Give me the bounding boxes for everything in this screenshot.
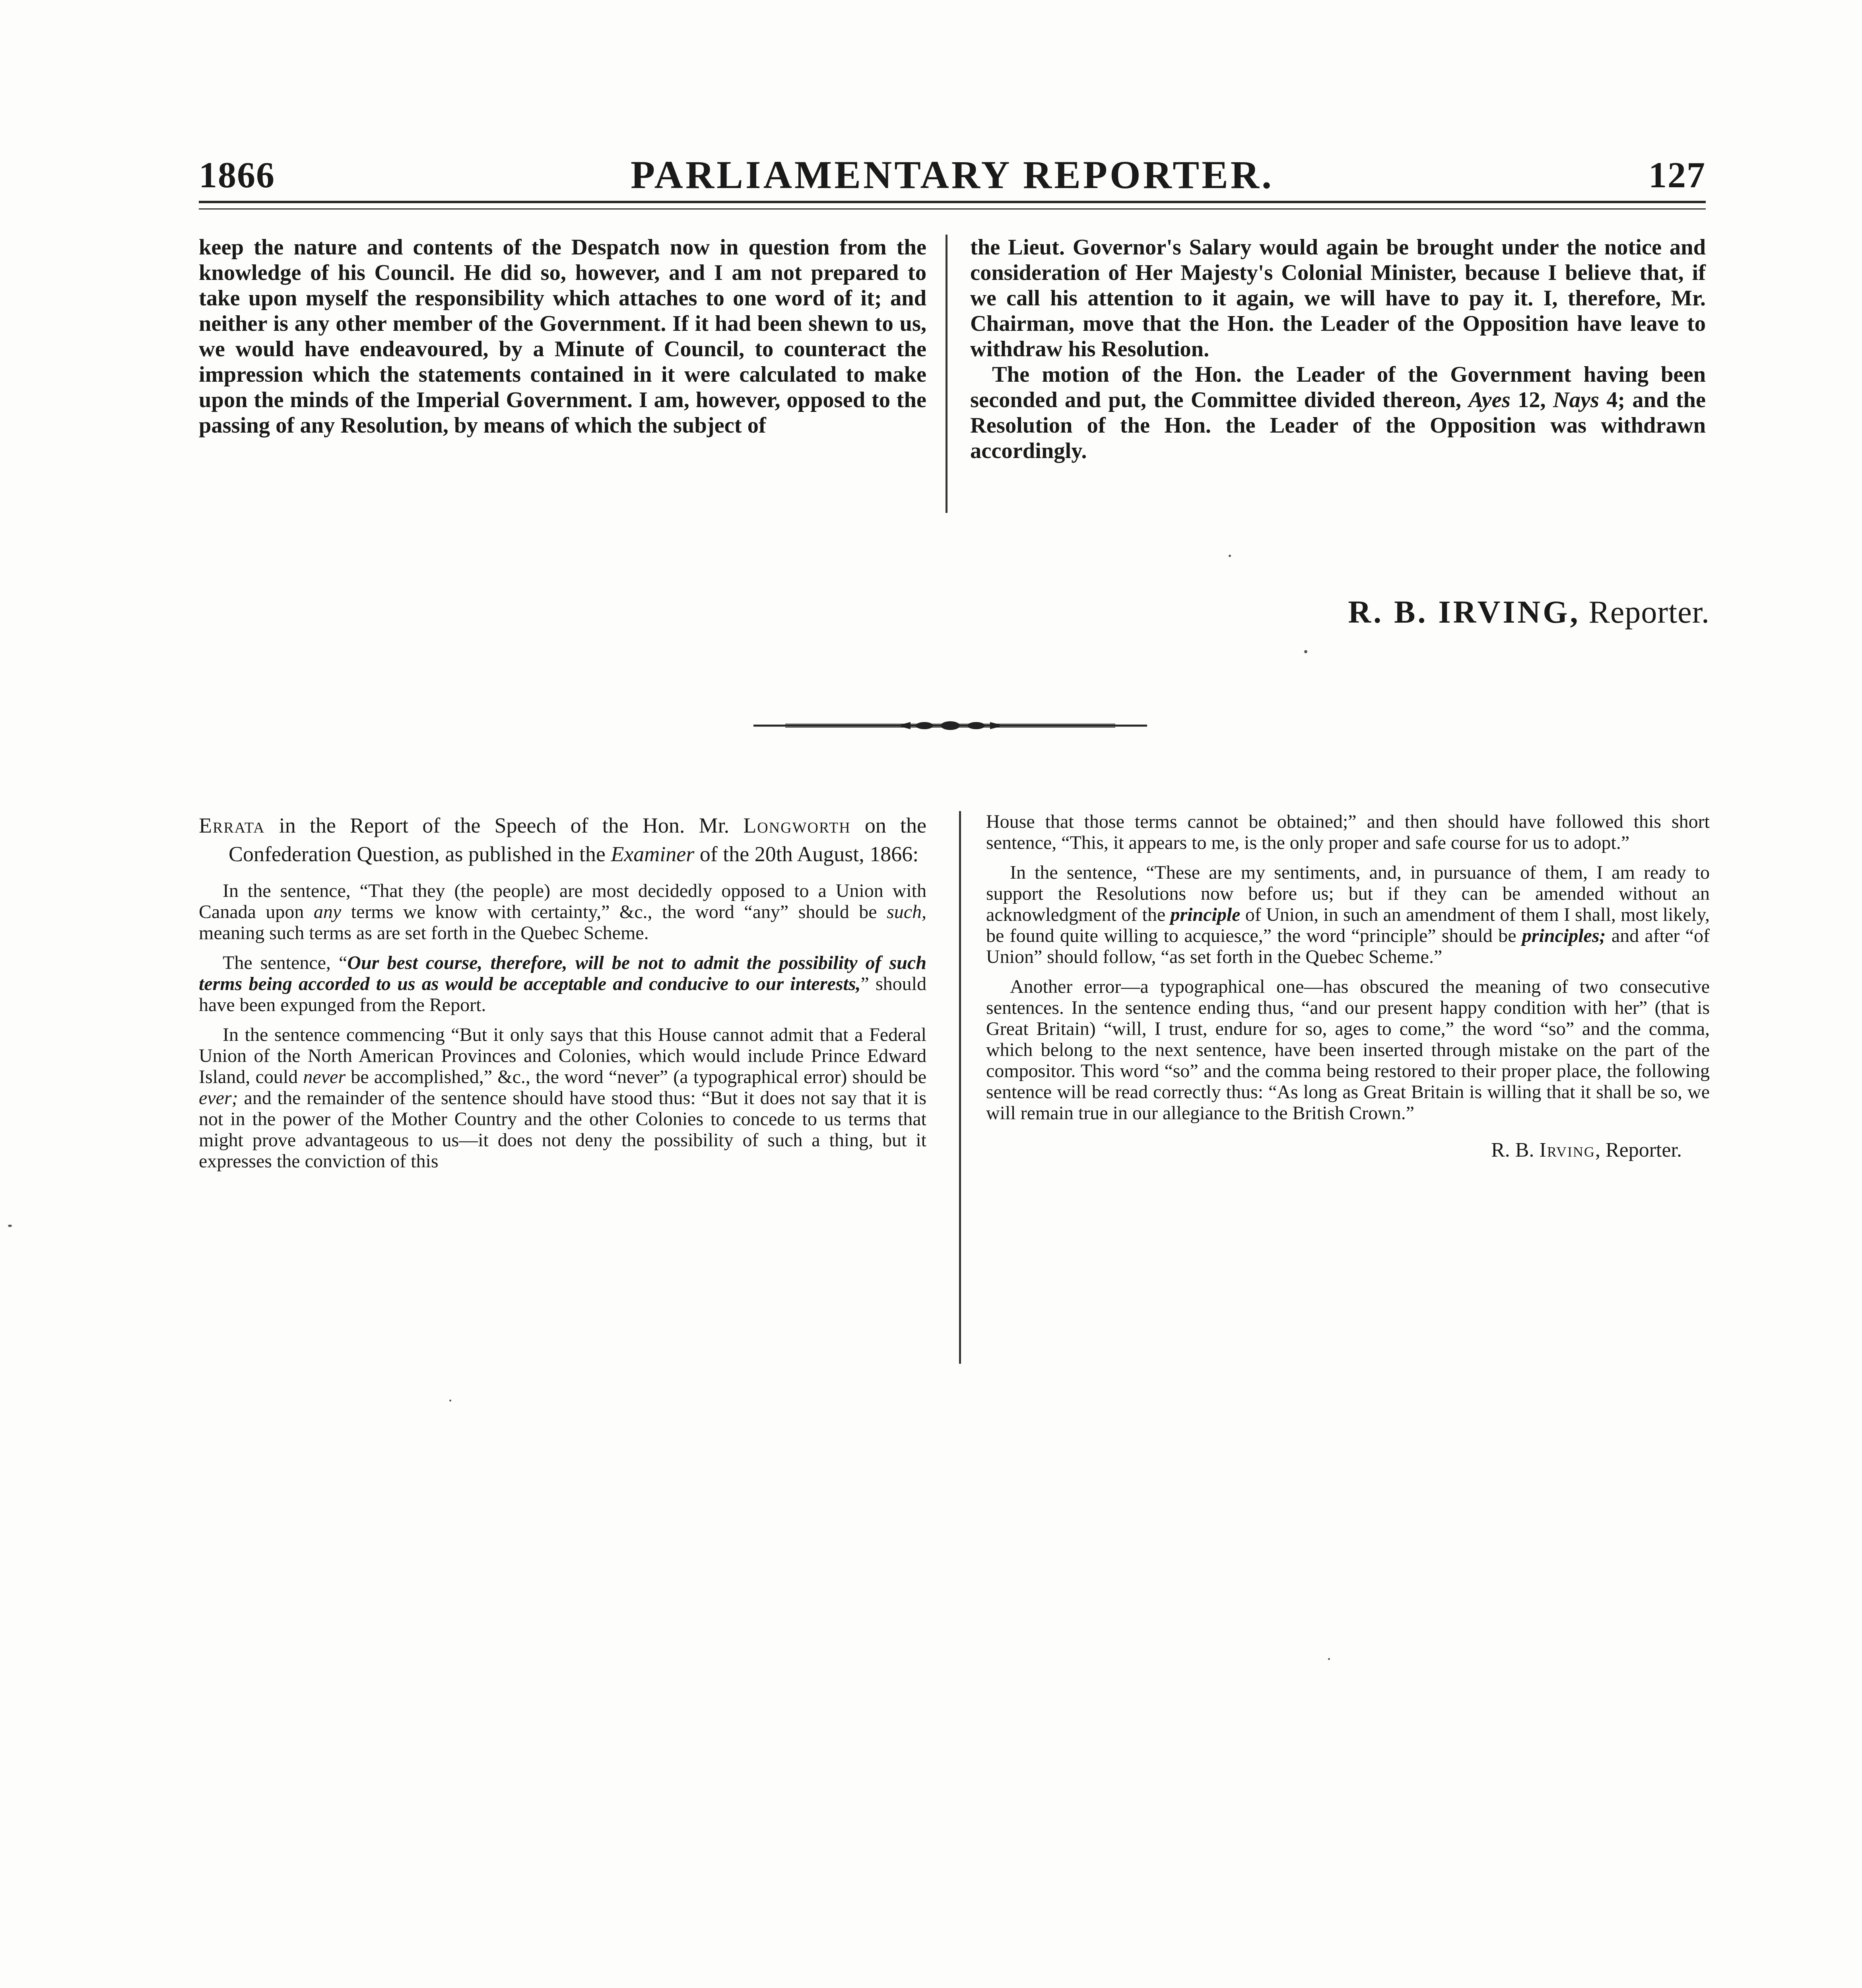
errata-paragraph-5: In the sentence, “These are my sentiments, and, in pursuance of them, I am ready to support the Resolutions now before us; but if they can be amended without an acknowledgment of the principle of Union, in such an amendment of them I shall, most likely, be found quite willing to acquiesce,” the word “principle” should be principles; and after “of Union” should follow, “as set forth in the Quebec Scheme.” xyxy=(986,862,1710,967)
header-title: PARLIAMENTARY REPORTER. xyxy=(630,153,1274,197)
reporter-signature-lower: R. B. Irving, Reporter. xyxy=(1491,1139,1682,1161)
running-header xyxy=(199,153,1706,197)
column-divider-lower xyxy=(959,811,961,1364)
header-year: 1866 xyxy=(199,155,275,195)
errata-right-column xyxy=(986,811,1710,1169)
ayes-label: Ayes xyxy=(1468,388,1511,412)
errata-heading: Errata in the Report of the Speech of the Hon. Mr. Longworth on the Confederation Question, as published in the Examiner of the 20th August, 1866: xyxy=(199,813,926,866)
column-divider-upper xyxy=(946,235,948,513)
errata-paragraph-6: Another error—a typographical one—has obscured the meaning of two consecutive sentences. In the sentence ending thus, “and our present happy condition with her” (that is Great Britain) “will, I trust, endure for so, ages to come,” the word “so” and the comma, which belong to the next sentence, have been inserted through mistake on the part of the compositor. This word “so” and the comma being restored to their proper place, the following sentence will be read correctly thus: “As long as Great Britain is willing that it shall be so, we will remain true in our allegiance to the British Crown.” xyxy=(986,976,1710,1124)
header-page-number: 127 xyxy=(1648,155,1706,195)
errata-left-column xyxy=(199,811,926,1180)
errata-paragraph-1: In the sentence, “That they (the people) are most decidedly opposed to a Union with Canada upon any terms we know with certainty,” &c., the word “any” should be such, meaning such terms as are set forth in the Quebec Scheme. xyxy=(199,880,926,944)
nays-label: Nays xyxy=(1553,388,1599,412)
upper-right-paragraph-2: The motion of the Hon. the Leader of the Government having been seconded and put, the Committee divided thereon, Ayes 12, Nays 4; and the Resolution of the Hon. the Leader of the Opposition was withdrawn accordingly. xyxy=(970,362,1706,463)
errata-paragraph-3: In the sentence commencing “But it only says that this House cannot admit that a Federal Union of the North American Provinces and Colonies, which would include Prince Edward Island, could never be accomplished,” &c., the word “never” (a typographical error) should be ever; and the remainder of the sentence should have stood thus: “But it does not say that it is not in the power of the Mother Country and the other Colonies to concede to us terms that might prove advantageous to us—it does not deny the possibility of such a thing, but it expresses the conviction of this xyxy=(199,1024,926,1172)
errata-paragraph-4: House that those terms cannot be obtained;” and then should have followed this short sentence, “This, it appears to me, is the only proper and safe course for us to adopt.” xyxy=(986,811,1710,853)
upper-right-paragraph-1: the Lieut. Governor's Salary would again be brought under the notice and consideration of Her Majesty's Colonial Minister, because I believe that, if we call his attention to it again, we will have to pay it. I, therefore, Mr. Chairman, move that the Hon. the Leader of the Opposition have leave to withdraw his Resolution. xyxy=(970,235,1706,361)
upper-left-paragraph: keep the nature and contents of the Despatch now in question from the knowledge of his Council. He did so, however, and I am not prepared to take upon myself the responsibility which attaches to one word of it; and neither is any other member of the Government. If it had been shewn to us, we would have endeavoured, by a Minute of Council, to counteract the impression which the statements contained in it were calculated to make upon the minds of the Imperial Government. I am, however, opposed to the passing of any Resolution, by means of which the subject of xyxy=(199,235,926,438)
reporter-signature-upper xyxy=(1217,592,1710,632)
errata-paragraph-2: The sentence, “Our best course, therefore, will be not to admit the possibility of such terms being accorded to us as would be acceptable and conducive to our interests,” should have been expunged from the Report. xyxy=(199,952,926,1015)
signature-role: Reporter. xyxy=(1588,595,1710,630)
signature-name: R. B. IRVING, xyxy=(1348,595,1580,630)
header-rule xyxy=(199,201,1706,210)
section-ornament xyxy=(753,720,1147,731)
upper-right-column xyxy=(970,235,1706,464)
upper-left-column xyxy=(199,235,926,438)
